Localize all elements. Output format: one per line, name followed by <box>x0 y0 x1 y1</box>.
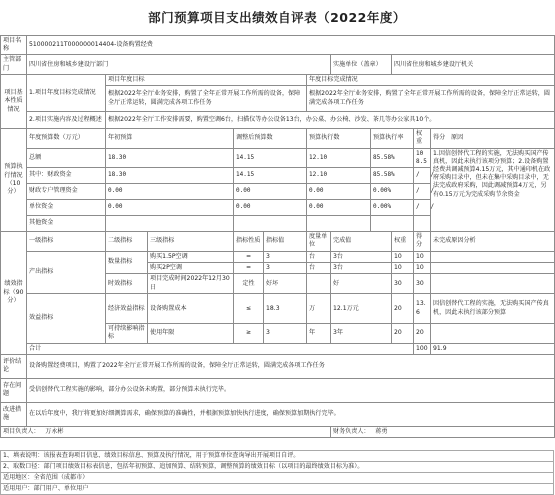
budget-weight: 10 <box>416 149 424 157</box>
budget-col-adjusted: 调整后预算数 <box>234 129 307 148</box>
perf-unit: 台 <box>307 251 331 262</box>
budget-executed: 12.10 <box>307 148 371 167</box>
budget-col-executed: 预算执行数 <box>307 129 371 148</box>
budget-section-label: 预算执行情况（10分） <box>1 129 27 232</box>
perf-level3: 购买1.5P空调 <box>148 251 234 262</box>
perf-score: 13.6 <box>414 294 431 324</box>
budget-adjusted <box>234 215 307 231</box>
users-value: 部门用户、单位用户 <box>33 485 89 493</box>
perf-level3: 项目完成时间2022年12月30日 <box>148 274 234 294</box>
perf-score: 10 <box>414 262 431 273</box>
perf-section-label: 绩效指标（90分） <box>1 231 27 354</box>
budget-rate: 85.58% <box>371 167 414 183</box>
perf-done: 3年 <box>331 324 392 343</box>
perf-done: 3台 <box>331 262 392 273</box>
report-title: 部门预算项目支出绩效自评表（2022年度） <box>148 10 406 25</box>
budget-score: / <box>430 171 435 179</box>
goal-completion-value: 根据2022年全厅业务安排，购置了全年正常开展工作所需的设备，保障全厅正常运转，圆满完成各项工作任务 <box>307 86 555 112</box>
perf-nature: = <box>234 262 264 273</box>
budget-weight: / <box>416 187 420 195</box>
finance-label: 财务负责人： <box>333 427 370 435</box>
perf-unit: 年 <box>307 324 331 343</box>
note-description: 1、填表说明：该报表查询项目信息、绩效目标信息、预算及执行情况，用于预算单位查询导出开展项目自评。 <box>1 450 554 461</box>
budget-score: / <box>430 203 435 211</box>
perf-score: 10 <box>414 251 431 262</box>
perf-reason: 因信创替代工程的实施，无法购买国产传真机，因此未执行该部分预算 <box>431 294 555 324</box>
budget-rate <box>371 215 414 231</box>
perf-weight: 10 <box>392 262 414 273</box>
signature-row <box>1 426 555 437</box>
budget-row-name: 总额 <box>27 148 106 167</box>
note-scope: 2、取数口径：部门项目绩效目标表信息，包括年初预算、追加预算、结转预算，调整预算的绩效目标（以项目的最终绩效目标为准）。 <box>1 461 554 472</box>
perf-level3: 购买2P空调 <box>148 262 234 273</box>
note-row <box>1 484 554 495</box>
budget-col-annual: 年度预算数（万元） <box>27 129 106 148</box>
perf-col-nature: 指标性质 <box>234 231 264 251</box>
region-value: 全省范围（成都市） <box>33 473 89 481</box>
perf-value: 18.3 <box>264 294 307 324</box>
leader-cell <box>1 426 331 437</box>
budget-adjusted: 14.15 <box>234 167 307 183</box>
leader-label: 项目负责人： <box>3 427 40 435</box>
perf-weight: 30 <box>392 274 414 294</box>
implementation-label: 2.项目实施内容及过程概述 <box>27 112 106 129</box>
leader-value: 万永彬 <box>45 427 64 435</box>
implementing-unit-value: 四川省住房和城乡建设厅机关 <box>392 55 555 74</box>
budget-initial: 18.30 <box>106 148 234 167</box>
perf-score: 30 <box>414 274 431 294</box>
improve-row <box>1 402 555 426</box>
budget-initial: 0.00 <box>106 183 234 199</box>
department-row <box>1 55 555 74</box>
perf-col-weight: 权重 <box>392 231 414 251</box>
budget-row-name: 单位资金 <box>27 199 106 215</box>
department-label: 主管部门 <box>1 55 27 74</box>
perf-nature: 定性 <box>234 274 264 294</box>
improve-value: 在以后年度中，我厅将更加好细测算需求，确保预算的准确性，并根据预算加快执行进度，确保预算加期执行完毕。 <box>27 402 555 426</box>
perf-col-l2: 二级指标 <box>106 231 148 251</box>
budget-score: / <box>430 187 435 195</box>
perf-level3: 设备购置成本 <box>148 294 234 324</box>
budget-weight-cell <box>414 148 431 167</box>
finance-value: 蒋勇 <box>375 427 388 435</box>
perf-level2-sustain: 可持续影响指标 <box>106 324 148 343</box>
annual-goal-header: 项目年度目标 <box>106 74 307 85</box>
budget-row-name: 其他资金 <box>27 215 106 231</box>
budget-weight-cell <box>414 199 435 215</box>
perf-weight: 20 <box>392 324 414 343</box>
implementation-row <box>1 112 555 129</box>
budget-executed <box>307 215 371 231</box>
conclusion-row <box>1 354 555 378</box>
spacer-row <box>1 438 555 450</box>
problem-label: 存在问题 <box>1 378 27 402</box>
basic-header-row <box>1 74 555 85</box>
project-name-row <box>1 36 555 55</box>
department-value: 四川省住房和城乡建设厅部门 <box>27 55 331 74</box>
perf-unit <box>307 274 331 294</box>
perf-reason <box>431 274 555 294</box>
region-cell <box>1 472 554 483</box>
perf-done: 3台 <box>331 251 392 262</box>
perf-row <box>1 251 555 262</box>
budget-initial <box>106 215 234 231</box>
budget-executed: 0.00 <box>307 183 371 199</box>
improve-label: 改进措施 <box>1 402 27 426</box>
budget-initial: 18.30 <box>106 167 234 183</box>
region-label: 适用地区： <box>3 473 34 481</box>
perf-value: 好坏 <box>264 274 307 294</box>
budget-row-name: 其中：财政资金 <box>27 167 106 183</box>
budget-row-name: 财政专户管理资金 <box>27 183 106 199</box>
perf-nature: ≤ <box>234 294 264 324</box>
budget-rate: 85.58% <box>371 148 414 167</box>
perf-nature: = <box>234 251 264 262</box>
budget-header-row <box>1 129 555 148</box>
finance-cell <box>331 426 555 437</box>
perf-value: 3 <box>264 324 307 343</box>
budget-col-reason-text: 原因 <box>451 134 464 142</box>
budget-adjusted: 0.00 <box>234 183 307 199</box>
total-score: 91.9 <box>431 343 555 354</box>
budget-initial: 0.00 <box>106 199 234 215</box>
problem-value: 受信创替代工程实施的影响，部分办公设备未购置，部分预算未执行完毕。 <box>27 378 555 402</box>
notes-table <box>0 450 554 495</box>
perf-header-row <box>1 231 555 251</box>
conclusion-label: 评价结论 <box>1 354 27 378</box>
perf-reason <box>431 262 555 273</box>
self-evaluation-sheet <box>0 35 554 495</box>
perf-level1-output: 产出指标 <box>27 251 106 293</box>
budget-col-score: 得分 <box>433 134 446 142</box>
budget-col-initial: 年初预算 <box>106 129 234 148</box>
budget-executed: 0.00 <box>307 199 371 215</box>
budget-reason: 1.因信创替代工程的实施，无法购买国产传真机，因此未执行该项分预算；2.设备购置经费共调减预算4.15万元，其中通印机在政府采购目录中，但未在集中采购目录中，无法完成政府采购，因此调减预算4万元，另有0.15万元为完成采购节余资金 <box>431 148 555 231</box>
annual-goal-label: 1.项目年度目标完成情况 <box>27 74 106 111</box>
perf-level2-quantity: 数量指标 <box>106 251 148 273</box>
budget-adjusted: 0.00 <box>234 199 307 215</box>
perf-weight: 10 <box>392 251 414 262</box>
total-label: 合计 <box>27 343 414 354</box>
total-weight: 100 <box>414 343 431 354</box>
conclusion-value: 设备购置经费项目，购置了2022年全厅正常开展工作所需的设备，保障全厅正常运转，圆满完成各项工作任务 <box>27 354 555 378</box>
basic-section-label: 项目基本性质情况 <box>1 74 27 128</box>
spacer-cell <box>1 438 555 450</box>
note-row <box>1 461 554 472</box>
evaluation-table <box>0 35 555 450</box>
perf-level1-effect: 效益指标 <box>27 294 106 343</box>
perf-done: 12.1万元 <box>331 294 392 324</box>
perf-done: 好 <box>331 274 392 294</box>
perf-level3: 使用年限 <box>148 324 234 343</box>
perf-level2-economic: 经济效益指标 <box>106 294 148 324</box>
perf-level2-time: 时效指标 <box>106 274 148 294</box>
perf-value: 3 <box>264 262 307 273</box>
budget-executed: 12.10 <box>307 167 371 183</box>
users-cell <box>1 484 554 495</box>
perf-col-l1: 一级指标 <box>27 231 106 251</box>
budget-weight: / <box>416 171 420 179</box>
budget-adjusted: 14.15 <box>234 148 307 167</box>
note-row <box>1 450 554 461</box>
perf-value: 3 <box>264 251 307 262</box>
perf-col-score: 得分 <box>414 231 431 251</box>
budget-weight-cell <box>414 167 435 183</box>
perf-reason <box>431 324 555 343</box>
perf-col-l3: 三级指标 <box>148 231 234 251</box>
annual-goal-value: 根据2022年全厅业务安排，购置了全年正常开展工作所需的设备，保障全厅正常运转，圆满完成各项工作任务 <box>106 86 307 112</box>
perf-weight: 20 <box>392 294 414 324</box>
perf-unit: 台 <box>307 262 331 273</box>
project-name-value: 510000211T000000014404-设备购置经费 <box>27 36 555 55</box>
budget-weight-cell <box>414 215 431 231</box>
budget-rate: 0.00% <box>371 183 414 199</box>
users-label: 适用用户： <box>3 485 34 493</box>
implementation-value: 根据2022年全厅工作安排需要，购置空调6台，扫描仪等办公设备13台，办公桌、办公椅、沙发、茶几等办公家具10个。 <box>106 112 555 129</box>
note-row <box>1 472 554 483</box>
perf-col-value: 指标值 <box>264 231 307 251</box>
problem-row <box>1 378 555 402</box>
budget-col-rate: 预算执行率 <box>371 129 414 148</box>
budget-rate: 0.00% <box>371 199 414 215</box>
perf-reason <box>431 251 555 262</box>
perf-col-done: 完成值 <box>331 231 392 251</box>
budget-col-weight: 权重 <box>414 129 431 148</box>
perf-score: 20 <box>414 324 431 343</box>
budget-row-total <box>1 148 555 167</box>
project-name-label: 项目名称 <box>1 36 27 55</box>
budget-score: 8.5 <box>416 157 427 165</box>
implementing-unit-label: 实施单位（盖章） <box>331 55 392 74</box>
perf-col-reason: 未完成原因分析 <box>431 231 555 251</box>
budget-col-reason <box>431 129 555 148</box>
perf-row <box>1 294 555 324</box>
total-row <box>1 343 555 354</box>
goal-completion-header: 年度目标完成情况 <box>307 74 555 85</box>
perf-unit: 万 <box>307 294 331 324</box>
budget-weight-cell <box>414 183 435 199</box>
perf-nature: ≥ <box>234 324 264 343</box>
budget-weight: / <box>416 203 420 211</box>
perf-col-unit: 度量单位 <box>307 231 331 251</box>
